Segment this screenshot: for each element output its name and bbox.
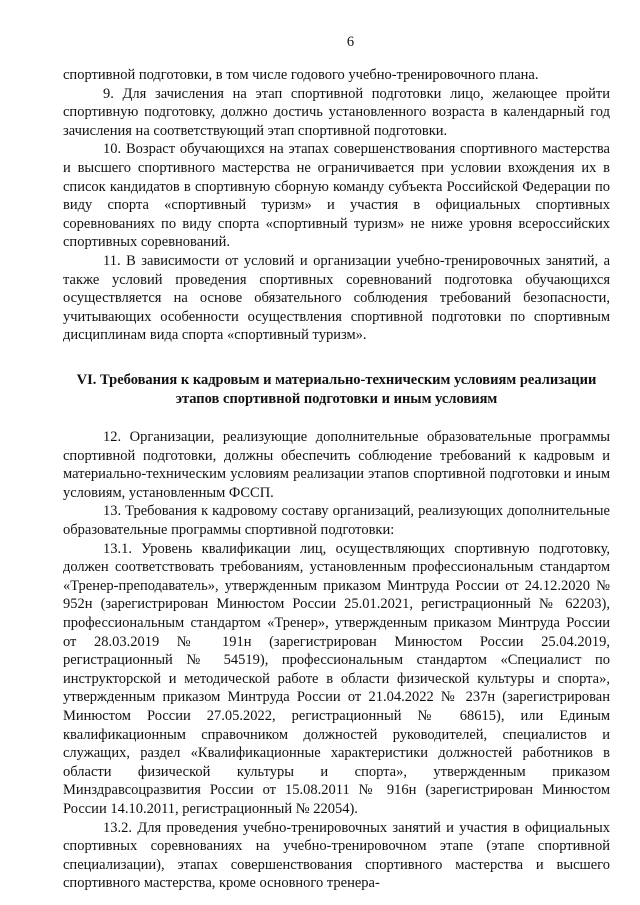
paragraph-13-1: 13.1. Уровень квалификации лиц, осуществляющих спортивную подготовку, должен соответствовать требованиям, установленным профессиональным стандартом «Тренер-преподаватель», утвержденным приказом Минтруда России от 24.12.2020 № 952н (зарегистрирован Минюстом России 25.01.2021, регистрационный № 62203), профессиональным стандартом «Тренер», утвержденным приказом Минтруда России от 28.03.2019 № 191н (зарегистрирован Минюстом России 25.04.2019, регистрационный № 54519), профессиональным стандартом «Специалист по инструкторской и методической работе в области физической культуры и спорта», утвержденным приказом Минтруда России от 21.04.2022 № 237н (зарегистрирован Минюстом России 27.05.2022, регистрационный № 68615), или Единым квалификационным справочником должностей руководителей, специалистов и служащих, раздел «Квалификационные характеристики должностей работников в области физической культуры и спорта», утвержденным приказом Минздравсоцразвития России от 15.08.2011 № 916н (зарегистрирован Минюстом России 14.10.2011, регистрационный № 22054).: [63, 540, 610, 817]
paragraph-12: 12. Организации, реализующие дополнительные образовательные программы спортивной подготовки, должны обеспечить соблюдение требований к кадровым и материально-техническим условиям реализации этапов спортивной подготовки и иным условиям, установленным ФССП.: [63, 429, 610, 501]
paragraph-continuation: спортивной подготовки, в том числе годового учебно-тренировочного плана.: [63, 67, 539, 83]
paragraph-11: 11. В зависимости от условий и организации учебно-тренировочных занятий, а также условий проведения спортивных соревнований подготовка обучающихся осуществляется на основе обязательного соблюдения требований безопасности, учитывающих особенности осуществления спортивной подготовки по спортивным дисциплинам вида спорта «спортивный туризм».: [63, 252, 610, 344]
paragraph-10: 10. Возраст обучающихся на этапах совершенствования спортивного мастерства и высшего спортивного мастерства не ограничивается при условии вхождения их в список кандидатов в спортивную сборную команду субъекта Российской Федерации по виду спорта «спортивный туризм» и участия в официальных спортивных соревнованиях по виду спорта «спортивный туризм» не ниже уровня всероссийских спортивных соревнований.: [63, 141, 610, 251]
paragraph-9: 9. Для зачисления на этап спортивной подготовки лицо, желающее пройти спортивную подготовку, должно достичь установленного возраста в календарный год зачисления на соответствующий этап спортивной подготовки.: [63, 85, 610, 139]
section-heading: VI. Требования к кадровым и материально-техническим условиям реализации этапов спортивной подготовки и иным условиям: [76, 371, 597, 407]
page-number: 6: [346, 34, 355, 50]
paragraph-13: 13. Требования к кадровому составу организаций, реализующих дополнительные образовательные программы спортивной подготовки:: [63, 503, 610, 539]
paragraph-13-2: 13.2. Для проведения учебно-тренировочных занятий и участия в официальных спортивных соревнованиях на учебно-тренировочном этапе (этапе спортивной специализации), этапах совершенствования спортивного мастерства и высшего спортивного мастерства, кроме основного тренера-: [63, 819, 610, 892]
